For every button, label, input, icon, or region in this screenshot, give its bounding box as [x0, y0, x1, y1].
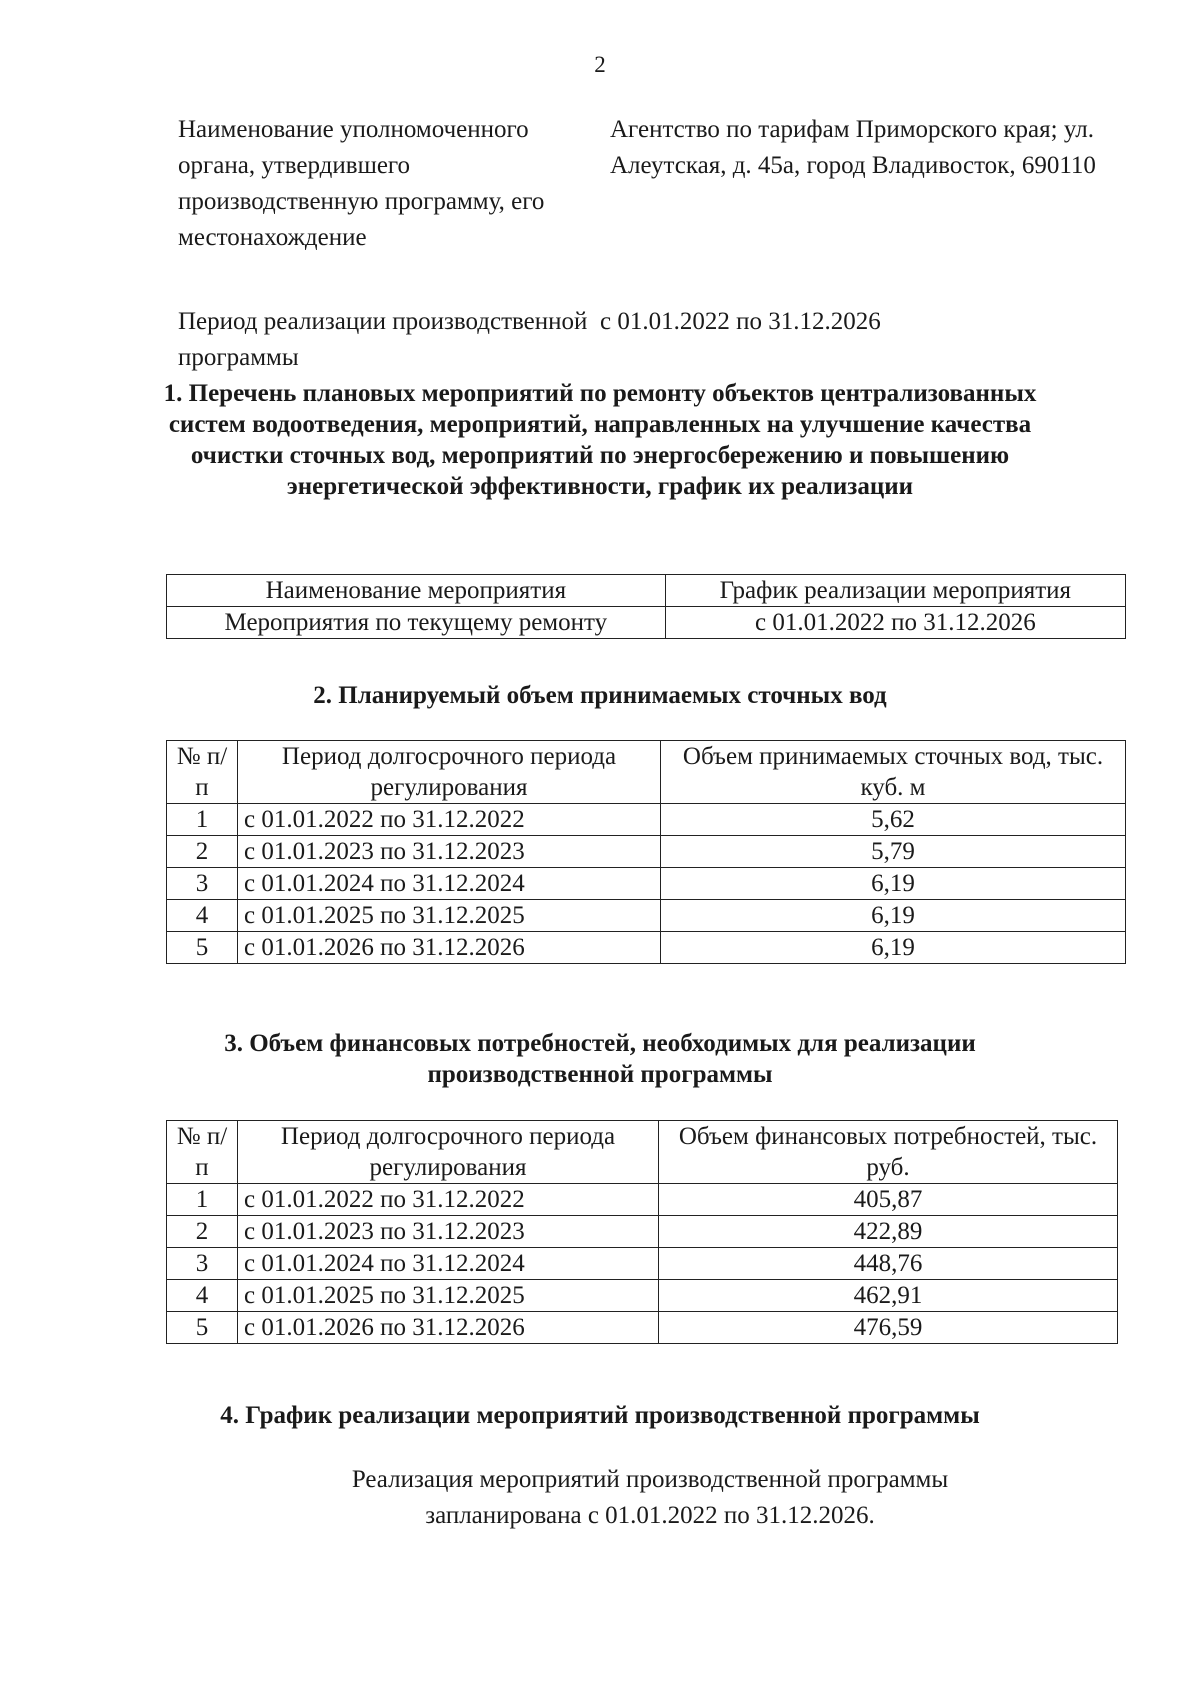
info-period — [178, 304, 1138, 376]
table-cell: с 01.01.2023 по 31.12.2023 — [238, 836, 661, 868]
table-cell: с 01.01.2025 по 31.12.2025 — [238, 1280, 659, 1312]
table-row — [167, 1184, 1118, 1216]
table-cell: 4 — [167, 1280, 238, 1312]
table-cell: 422,89 — [659, 1216, 1118, 1248]
table-cell: 2 — [167, 1216, 238, 1248]
table-row — [167, 1248, 1118, 1280]
table-row — [167, 1216, 1118, 1248]
table-cell: с 01.01.2024 по 31.12.2024 — [238, 868, 661, 900]
table-header-cell: Наименование мероприятия — [167, 575, 666, 607]
table-header-row — [167, 741, 1126, 804]
table-cell: 5 — [167, 932, 238, 964]
section-1-heading: 1. Перечень плановых мероприятий по ремонту объектов централизованных систем водоотведения, мероприятий, направленных на улучшение качества очистки сточных вод, мероприятий по энергосбережению и повышению энергетической эффективности, график их реализации — [163, 380, 1037, 500]
table-cell: с 01.01.2026 по 31.12.2026 — [238, 932, 661, 964]
page-number: 2 — [594, 52, 606, 77]
table-header-cell: Объем финансовых потребностей, тыс. руб. — [659, 1121, 1118, 1184]
table-row — [167, 868, 1126, 900]
section-4-text: Реализация мероприятий производственной программы запланирована с 01.01.2022 по 31.12.2026. — [351, 1466, 949, 1529]
table-cell: 448,76 — [659, 1248, 1118, 1280]
table-cell: 5,79 — [661, 836, 1126, 868]
table-header-cell: Период долгосрочного периода регулирования — [238, 741, 661, 804]
table-cell: 1 — [167, 1184, 238, 1216]
info-value: с 01.01.2022 по 31.12.2026 — [600, 308, 881, 335]
info-authority — [178, 112, 1138, 256]
section-2-heading: 2. Планируемый объем принимаемых сточных вод — [313, 682, 887, 709]
table-row — [167, 836, 1126, 868]
table-cell: с 01.01.2022 по 31.12.2022 — [238, 804, 661, 836]
section-2-table — [166, 740, 1126, 964]
table-cell: 462,91 — [659, 1280, 1118, 1312]
table-cell: 3 — [167, 868, 238, 900]
table-cell: 6,19 — [661, 932, 1126, 964]
table-cell: 2 — [167, 836, 238, 868]
table-cell: 4 — [167, 900, 238, 932]
section-1-table — [166, 574, 1126, 639]
table-header-cell: № п/п — [167, 741, 238, 804]
table-cell: Мероприятия по текущему ремонту — [167, 607, 666, 639]
section-3-heading: 3. Объем финансовых потребностей, необходимых для реализации производственной программы — [224, 1030, 976, 1088]
table-cell: 5,62 — [661, 804, 1126, 836]
table-cell: 5 — [167, 1312, 238, 1344]
table-cell: с 01.01.2022 по 31.12.2022 — [238, 1184, 659, 1216]
section-4-heading: 4. График реализации мероприятий производственной программы — [220, 1402, 980, 1429]
info-label: Период реализации производственной программы — [178, 308, 588, 371]
table-cell: 405,87 — [659, 1184, 1118, 1216]
table-row — [167, 607, 1126, 639]
table-header-row — [167, 575, 1126, 607]
table-cell: с 01.01.2023 по 31.12.2023 — [238, 1216, 659, 1248]
table-cell: 6,19 — [661, 868, 1126, 900]
info-label: Наименование уполномоченного органа, утвердившего производственную программу, его местонахождение — [178, 116, 545, 251]
table-row — [167, 900, 1126, 932]
table-header-row — [167, 1121, 1118, 1184]
table-cell: 6,19 — [661, 900, 1126, 932]
table-cell: с 01.01.2024 по 31.12.2024 — [238, 1248, 659, 1280]
table-row — [167, 932, 1126, 964]
table-cell: 3 — [167, 1248, 238, 1280]
table-cell: 1 — [167, 804, 238, 836]
table-row — [167, 804, 1126, 836]
table-header-cell: Объем принимаемых сточных вод, тыс. куб. м — [661, 741, 1126, 804]
table-header-cell: График реализации мероприятия — [665, 575, 1125, 607]
table-cell: с 01.01.2025 по 31.12.2025 — [238, 900, 661, 932]
table-header-cell: № п/п — [167, 1121, 238, 1184]
info-value: Агентство по тарифам Приморского края; ул. Алеутская, д. 45а, город Владивосток, 690110 — [610, 116, 1096, 179]
table-header-cell: Период долгосрочного периода регулирования — [238, 1121, 659, 1184]
table-cell: 476,59 — [659, 1312, 1118, 1344]
table-cell: с 01.01.2022 по 31.12.2026 — [665, 607, 1125, 639]
table-cell: с 01.01.2026 по 31.12.2026 — [238, 1312, 659, 1344]
table-row — [167, 1312, 1118, 1344]
section-3-table — [166, 1120, 1118, 1344]
table-row — [167, 1280, 1118, 1312]
